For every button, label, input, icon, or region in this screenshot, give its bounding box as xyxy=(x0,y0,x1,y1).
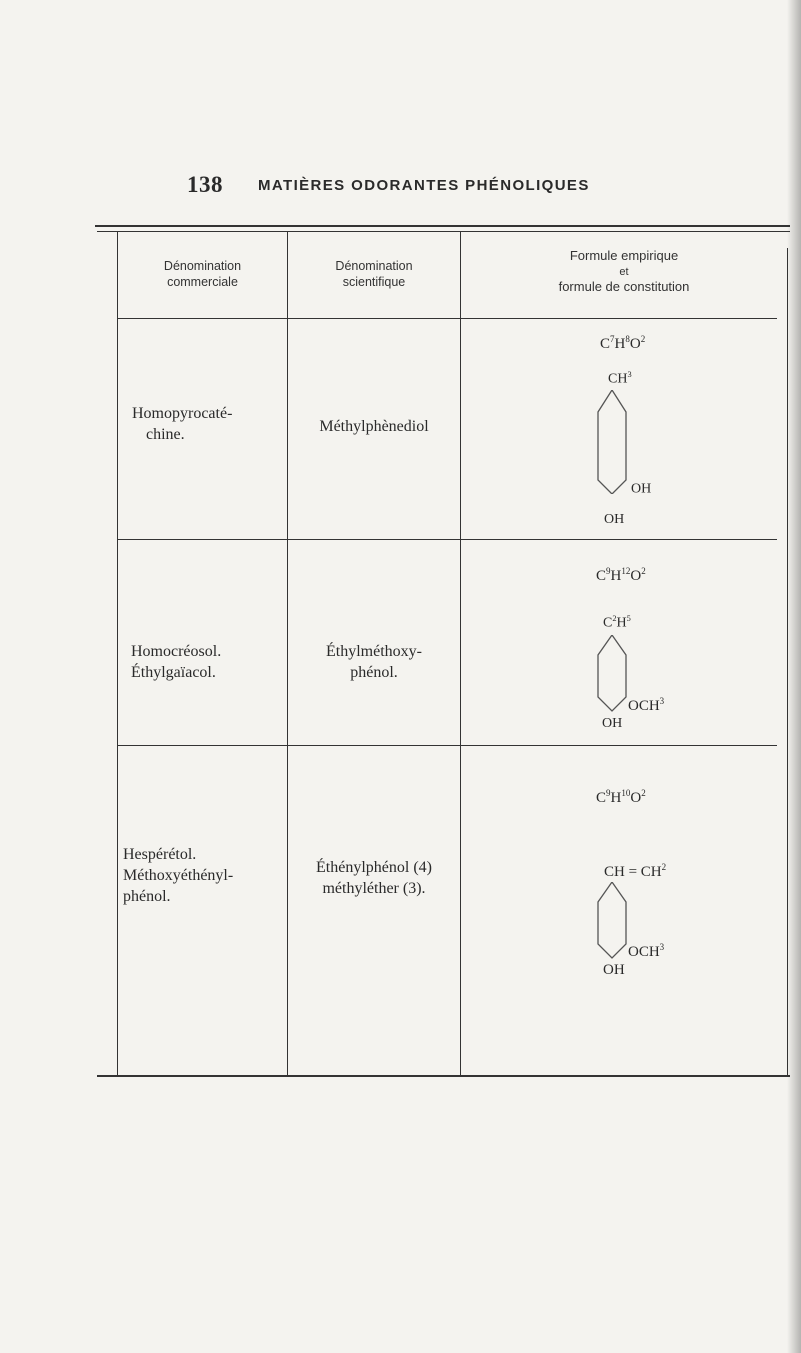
row3-commercial-name xyxy=(123,845,285,907)
page-number: 138 xyxy=(187,172,223,197)
name-line: Hespérétol. xyxy=(123,846,197,863)
name-line: Éthylméthoxy- xyxy=(326,643,422,660)
table-right-border xyxy=(787,248,788,1076)
header-line: Formule empirique xyxy=(569,248,679,263)
name-line: Homocréosol. xyxy=(131,643,222,660)
row3-scientific-name xyxy=(288,858,460,900)
name-line: Méthylphènediol xyxy=(319,418,429,435)
name-line: Homopyrocaté- xyxy=(132,405,233,422)
row1-commercial-name xyxy=(132,404,282,446)
row-divider-header xyxy=(117,318,777,319)
name-line: chine. xyxy=(146,425,185,443)
table-top-rule-2 xyxy=(97,231,790,232)
row2-benzene-ring-icon xyxy=(595,635,629,713)
row2-empirical-formula: $C^9H^{12}O^2$ xyxy=(596,566,646,584)
table-bottom-rule xyxy=(97,1075,790,1077)
row2-scientific-name xyxy=(288,642,460,684)
header-line: scientifique xyxy=(342,275,406,290)
header-line: Dénomination xyxy=(163,259,242,273)
table-top-rule xyxy=(95,225,790,227)
header-scientific-name xyxy=(288,258,460,291)
row1-scientific-name xyxy=(288,417,460,438)
page-edge-shadow xyxy=(787,0,801,1353)
row2-substituent-bottom: OH xyxy=(602,716,623,731)
name-line: phénol. xyxy=(350,663,398,681)
row3-substituent-top: CH = $CH^2$ xyxy=(604,862,667,880)
header-commercial-name xyxy=(118,258,287,291)
running-head xyxy=(0,172,801,202)
row1-substituent-bottom: OH xyxy=(604,512,625,527)
name-line: phénol. xyxy=(123,887,171,905)
name-line: Éthénylphénol (4) xyxy=(316,859,432,876)
header-line: commerciale xyxy=(167,275,238,290)
page-title: MATIÈRES ODORANTES PHÉNOLIQUES xyxy=(258,177,590,194)
header-formula xyxy=(461,248,787,296)
row1-substituent-right: OH xyxy=(631,481,652,497)
row3-substituent-bottom: OH xyxy=(603,962,625,978)
row2-substituent-right: OCH$^3$ xyxy=(628,696,665,714)
header-line: et xyxy=(619,265,629,278)
row1-substituent-top: $CH^3$ xyxy=(608,370,632,387)
name-line: méthyléther (3). xyxy=(322,879,426,897)
row1-benzene-ring-icon xyxy=(595,390,629,494)
row-divider-2 xyxy=(117,745,777,746)
row2-commercial-name xyxy=(131,642,281,684)
header-line: Dénomination xyxy=(335,259,413,273)
row3-substituent-right: OCH$^3$ xyxy=(628,942,665,960)
row3-empirical-formula: $C^9H^{10}O^2$ xyxy=(596,788,646,806)
name-line: Méthoxyéthényl- xyxy=(123,866,234,884)
name-line: Éthylgaïacol. xyxy=(131,663,216,681)
row2-substituent-top: $C^2H^5$ xyxy=(603,614,631,631)
row3-benzene-ring-icon xyxy=(595,882,629,960)
table-left-border xyxy=(117,231,118,1076)
header-line: formule de constitution xyxy=(558,279,690,295)
row1-empirical-formula: $C^7H^8O^2$ xyxy=(600,334,646,352)
row-divider-1 xyxy=(117,539,777,540)
column-divider-2 xyxy=(460,231,461,1076)
